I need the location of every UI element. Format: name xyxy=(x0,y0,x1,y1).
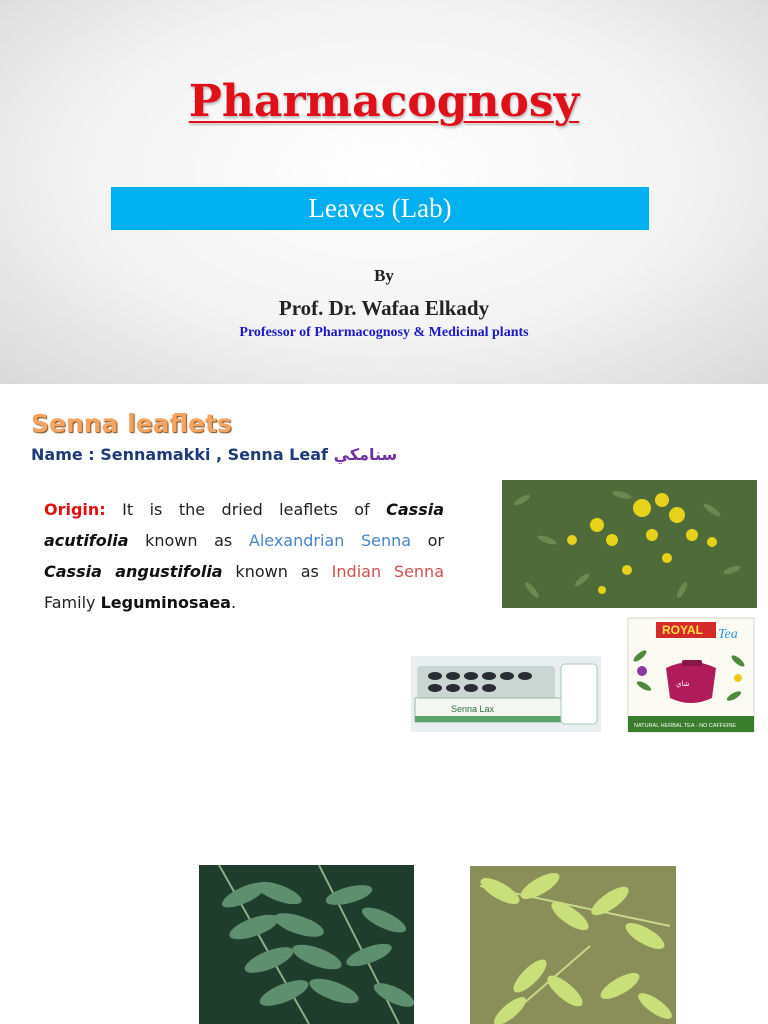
author-name: Prof. Dr. Wafaa Elkady xyxy=(278,296,490,320)
origin-label: Origin: xyxy=(44,500,106,519)
tea-word: Tea xyxy=(718,627,738,642)
senna-slide xyxy=(0,384,768,1024)
senna-name-line xyxy=(31,445,397,464)
senna-lax-product-photo xyxy=(411,656,601,732)
origin-text-1: It is the dried leaflets of xyxy=(105,500,387,519)
tea-footer: NATURAL HERBAL TEA - NO CAFFEINE xyxy=(634,723,737,729)
family-name: Leguminosaea xyxy=(100,593,231,612)
svg-text:شاي: شاي xyxy=(676,680,690,688)
senna-heading: Senna leaflets xyxy=(31,409,232,438)
tea-brand: ROYAL xyxy=(662,623,703,637)
subtitle-bar: Leaves (Lab) xyxy=(111,187,649,230)
name-arabic: سنامكي xyxy=(333,445,398,464)
royal-tea-product-photo xyxy=(626,616,756,734)
species-acutifolia: Cassia acutifolia xyxy=(44,500,444,550)
senna-plant-photo xyxy=(502,480,757,608)
senna-lax-label: Senna Lax xyxy=(451,704,495,714)
title-slide xyxy=(0,0,768,384)
author-affiliation: Professor of Pharmacognosy & Medicinal plants xyxy=(239,325,529,340)
by-label: By xyxy=(374,266,394,285)
origin-text-5: Family xyxy=(44,593,101,612)
slide-title: Pharmacognosy xyxy=(188,76,580,127)
senna-leaflets-photo-dark xyxy=(199,865,414,1024)
indian-senna: Indian Senna xyxy=(331,562,444,581)
origin-text-3: or xyxy=(411,531,445,550)
senna-leaflets-photo-light xyxy=(470,866,676,1024)
origin-text-4: known as xyxy=(222,562,332,581)
species-angustifolia: Cassia angustifolia xyxy=(44,562,223,581)
origin-text-6: . xyxy=(230,593,237,612)
origin-paragraph xyxy=(44,494,444,618)
name-label: Name : Sennamakki , Senna Leaf xyxy=(31,445,328,464)
origin-text-2: known as xyxy=(128,531,249,550)
alexandrian-senna: Alexandrian Senna xyxy=(248,531,412,550)
